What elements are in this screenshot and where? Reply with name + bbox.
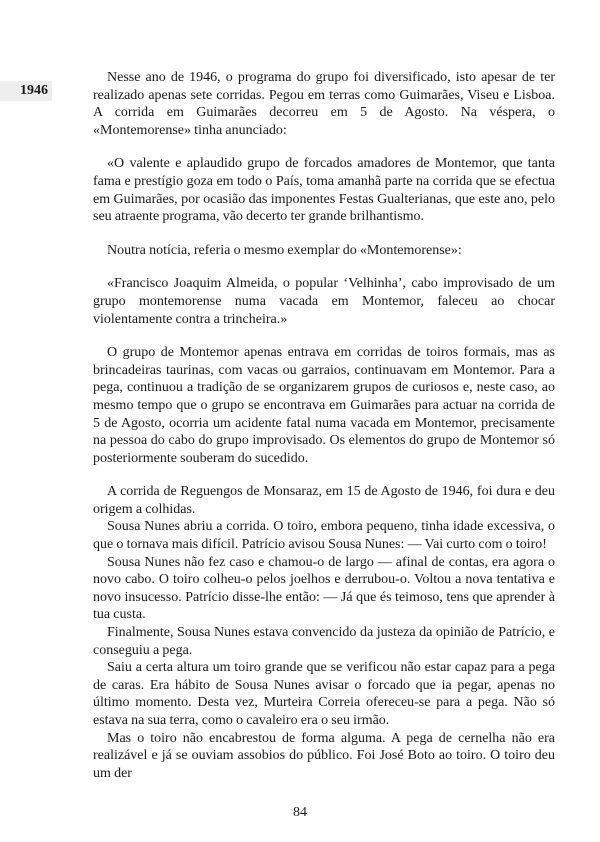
paragraph: Finalmente, Sousa Nunes estava convencido da justeza da opinião de Patrício, e conseguiu a pega. (93, 625, 555, 658)
spacer (93, 226, 555, 242)
paragraph: Noutra notícia, referia o mesmo exemplar do «Montemorense»: (107, 242, 462, 258)
spacer (93, 467, 555, 483)
body-text (93, 0, 555, 782)
spacer (93, 259, 555, 275)
block-quote: «Francisco Joaquim Almeida, o popular ‘Velhinha’, cabo improvisado de um grupo montemorense numa vacada em Montemor, faleceu ao chocar violentamente contra a trincheira.» (93, 276, 555, 327)
spacer (93, 328, 555, 344)
paragraph: Sousa Nunes não fez caso e chamou-o de largo — afinal de contas, era agora o novo cabo. O toiro colheu-o pelos joelhos e derrubou-o. Voltou a nova tentativa e novo insucesso. Patrício disse-lhe então: — Já que és teimoso, tens que aprender à tua custa. (93, 554, 555, 623)
paragraph: Nesse ano de 1946, o programa do grupo foi diversificado, isto apesar de ter realizado apenas sete corridas. Pegou em terras como Guimarães, Viseu e Lisboa. A corrida em Guimarães decorreu em 5 de Agosto. Na véspera, o «Montemorense» tinha anunciado: (93, 70, 555, 138)
block-quote: «O valente e aplaudido grupo de forcados amadores de Montemor, que tanta fama e prestígio goza em todo o País, toma amanhã parte na corrida que se efectua em Guimarães, por ocasião das imponentes Festas Gualterianas, que este ano, pelo seu atraente programa, vão decerto ter grande brilhantismo. (93, 156, 555, 225)
spacer (93, 139, 555, 155)
margin-year-note: 1946 (0, 81, 52, 101)
paragraph: Sousa Nunes abriu a corrida. O toiro, embora pequeno, tinha idade excessiva, o que o tornava mais difícil. Patrício avisou Sousa Nunes: — Vai curto com o toiro! (93, 519, 555, 553)
paragraph: Saiu a certa altura um toiro grande que se verificou não estar capaz para a pega de caras. Era hábito de Sousa Nunes avisar o forcado que ia pegar, apenas no último momento. Desta vez, Murteira Correia ofereceu-se para a pega. Não só estava na sua terra, como o cavaleiro era o seu irmão. (93, 660, 555, 728)
paragraph: A corrida de Reguengos de Monsaraz, em 15 de Agosto de 1946, foi dura e deu origem a colhidas. (93, 484, 555, 517)
paragraph: Mas o toiro não encabrestou de forma alguma. A pega de cernelha não era realizável e já se ouviam assobios do público. Foi José Boto ao toiro. O toiro deu um der (93, 730, 555, 781)
page-number: 84 (293, 805, 307, 821)
paragraph: O grupo de Montemor apenas entrava em corridas de toiros formais, mas as brincadeiras taurinas, com vacas ou garraios, continuavam em Montemor. Para a pega, continuou a tradição de se organizarem grupos de curiosos e, neste caso, ao mesmo tempo que o grupo se encontrava em Guimarães para actuar na corrida de 5 de Agosto, ocorria um acidente fatal numa vacada em Montemor, precisamente na pessoa do cabo do grupo improvisado. Os elementos do grupo de Montemor só posteriormente souberam do sucedido. (93, 345, 555, 466)
